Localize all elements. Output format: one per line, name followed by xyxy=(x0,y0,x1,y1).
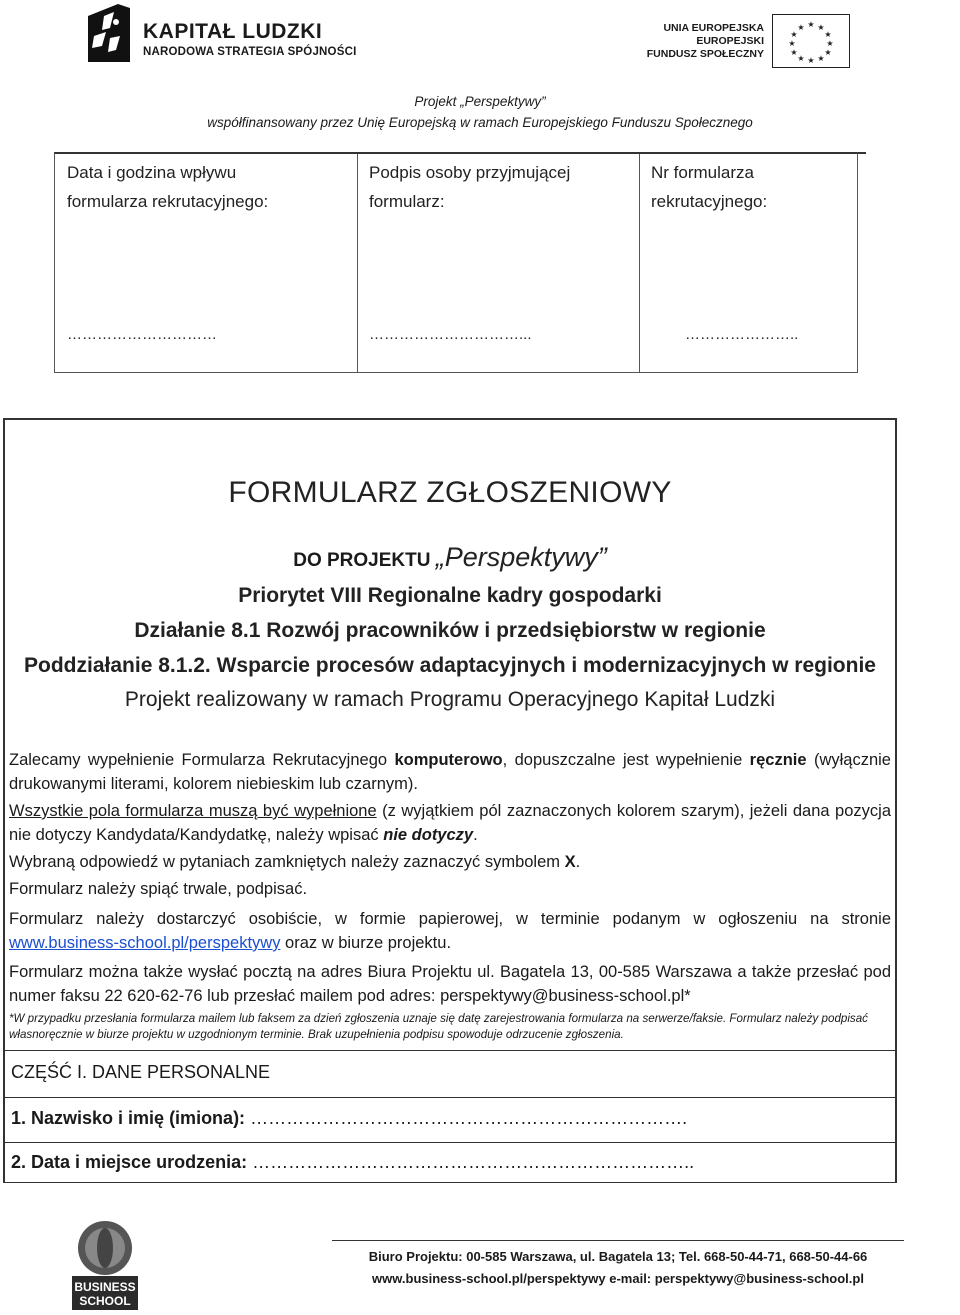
eu-line-3: FUNDUSZ SPOŁECZNY xyxy=(646,48,764,60)
receiver-signature-box[interactable] xyxy=(357,154,640,372)
receipt-date-dots: ………………………… xyxy=(67,326,217,343)
priority-line: Priorytet VIII Regionalne kadry gospodarki xyxy=(238,584,662,607)
business-school-logo xyxy=(68,1218,142,1310)
receiver-signature-label: Podpis osoby przyjmującej formularz: xyxy=(369,163,571,211)
project-title: Projekt „Perspektywy” xyxy=(414,94,546,109)
divider xyxy=(5,1050,895,1051)
svg-text:★: ★ xyxy=(788,39,796,48)
programme-line: Projekt realizowany w ramach Programu Operacyjnego Kapitał Ludzki xyxy=(124,688,776,711)
project-name: „Perspektywy” xyxy=(435,542,607,572)
svg-text:★: ★ xyxy=(824,30,832,39)
question-1[interactable] xyxy=(11,1108,687,1129)
svg-text:★: ★ xyxy=(817,54,825,63)
instruction-required-fields: Wszystkie pola formularza muszą być wypełnione (z wyjątkiem pól zaznaczonych kolorem szarym), jeżeli dana pozycja nie dotyczy Kandydata/Kandydatkę, należy wpisać nie dotyczy. xyxy=(9,802,891,844)
svg-text:★: ★ xyxy=(790,30,798,39)
kapital-ludzki-emblem-icon xyxy=(84,2,136,66)
instruction-delivery: Formularz należy dostarczyć osobiście, w formie papierowej, w terminie podanym w ogłoszeniu na stronie www.business-school.pl/perspektywy oraz w biurze projektu. xyxy=(9,910,891,952)
form-title: FORMULARZ ZGŁOSZENIOWY xyxy=(228,476,672,509)
svg-text:★: ★ xyxy=(807,20,815,29)
kapital-ludzki-title: KAPITAŁ LUDZKI xyxy=(143,20,323,43)
application-form xyxy=(3,418,897,1183)
section-title: CZĘŚĆ I. DANE PERSONALNE xyxy=(11,1062,271,1082)
footnote: *W przypadku przesłania formularza mailem lub faksem za dzień zgłoszenia uznaje się datę zarejestrowania formularza na serwerze/faksie. Formularz należy podpisać własnoręcznie w biurze projektu w uzgodnionym terminie. Brak uzupełnienia podpisu spowoduje odrzucenie zgłoszenia. xyxy=(9,1012,868,1041)
kapital-ludzki-subtitle: NARODOWA STRATEGIA SPÓJNOŚCI xyxy=(143,46,357,58)
svg-text:★: ★ xyxy=(824,48,832,57)
question-2-label: 2. Data i miejsce urodzenia: xyxy=(11,1152,253,1172)
svg-text:★: ★ xyxy=(817,23,825,32)
divider xyxy=(5,1142,895,1143)
form-number-box[interactable] xyxy=(639,154,857,372)
instruction-post-fax-email: Formularz można także wysłać pocztą na adres Biura Projektu ul. Bagatela 13, 00-585 Warszawa a także przesłać pod numer faksu 22 620-62-76 lub przesłać mailem pod adres: perspektywy@business-school.pl* xyxy=(9,963,891,1005)
divider xyxy=(5,1097,895,1098)
svg-text:★: ★ xyxy=(797,23,805,32)
instruction-completion: Zalecamy wypełnienie Formularza Rekrutacyjnego komputerowo, dopuszczalne jest wypełnienie ręcznie (wyłącznie drukowanymi literami, kolorem niebieskim lub czarnym). xyxy=(9,751,891,793)
question-2[interactable] xyxy=(11,1152,694,1173)
project-website-link[interactable]: www.business-school.pl/perspektywy xyxy=(9,934,281,952)
receipt-date-box[interactable] xyxy=(55,154,358,372)
form-number-dots: ………………….. xyxy=(685,326,799,343)
svg-text:★: ★ xyxy=(807,56,815,65)
form-number-label: Nr formularza rekrutacyjnego: xyxy=(651,163,768,211)
measure-line: Działanie 8.1 Rozwój pracowników i przedsiębiorstw w regionie xyxy=(134,619,766,642)
question-1-dots: ………………………………………………………………. xyxy=(250,1108,688,1128)
receipt-date-label: Data i godzina wpływu formularza rekrutacyjnego: xyxy=(67,163,269,211)
kapital-ludzki-logo xyxy=(84,2,136,66)
svg-text:★: ★ xyxy=(797,54,805,63)
do-projektu-label: DO PROJEKTU xyxy=(293,550,431,571)
eu-text xyxy=(647,22,764,61)
eu-flag-icon xyxy=(772,14,850,68)
form-project-heading xyxy=(5,542,895,573)
instruction-sign: Formularz należy spiąć trwale, podpisać. xyxy=(9,880,308,898)
project-cofinancing: współfinansowany przez Unię Europejską w ramach Europejskiego Funduszu Społecznego xyxy=(207,115,753,130)
footer-contact: www.business-school.pl/perspektywy e-mail: perspektywy@business-school.pl xyxy=(372,1271,864,1286)
instruction-mark-x: Wybraną odpowiedź w pytaniach zamkniętych należy zaznaczyć symbolem X. xyxy=(9,853,581,871)
question-2-dots: ……………………………………………………………….. xyxy=(252,1152,695,1172)
eu-line-1: UNIA EUROPEJSKA xyxy=(663,22,764,34)
svg-text:★: ★ xyxy=(790,48,798,57)
submeasure-line: Poddziałanie 8.1.2. Wsparcie procesów adaptacyjnych i modernizacyjnych w regionie xyxy=(24,654,876,677)
eu-line-2: EUROPEJSKI xyxy=(696,35,764,47)
question-1-label: 1. Nazwisko i imię (imiona): xyxy=(11,1108,251,1128)
svg-text:★: ★ xyxy=(826,39,834,48)
receiver-signature-dots: …………………………... xyxy=(369,326,532,343)
business-school-text: BUSINESS SCHOOL xyxy=(74,1280,136,1308)
registration-boxes xyxy=(54,152,858,373)
footer-office-address: Biuro Projektu: 00-585 Warszawa, ul. Bagatela 13; Tel. 668-50-44-71, 668-50-44-66 xyxy=(368,1249,868,1264)
divider xyxy=(332,1240,904,1241)
